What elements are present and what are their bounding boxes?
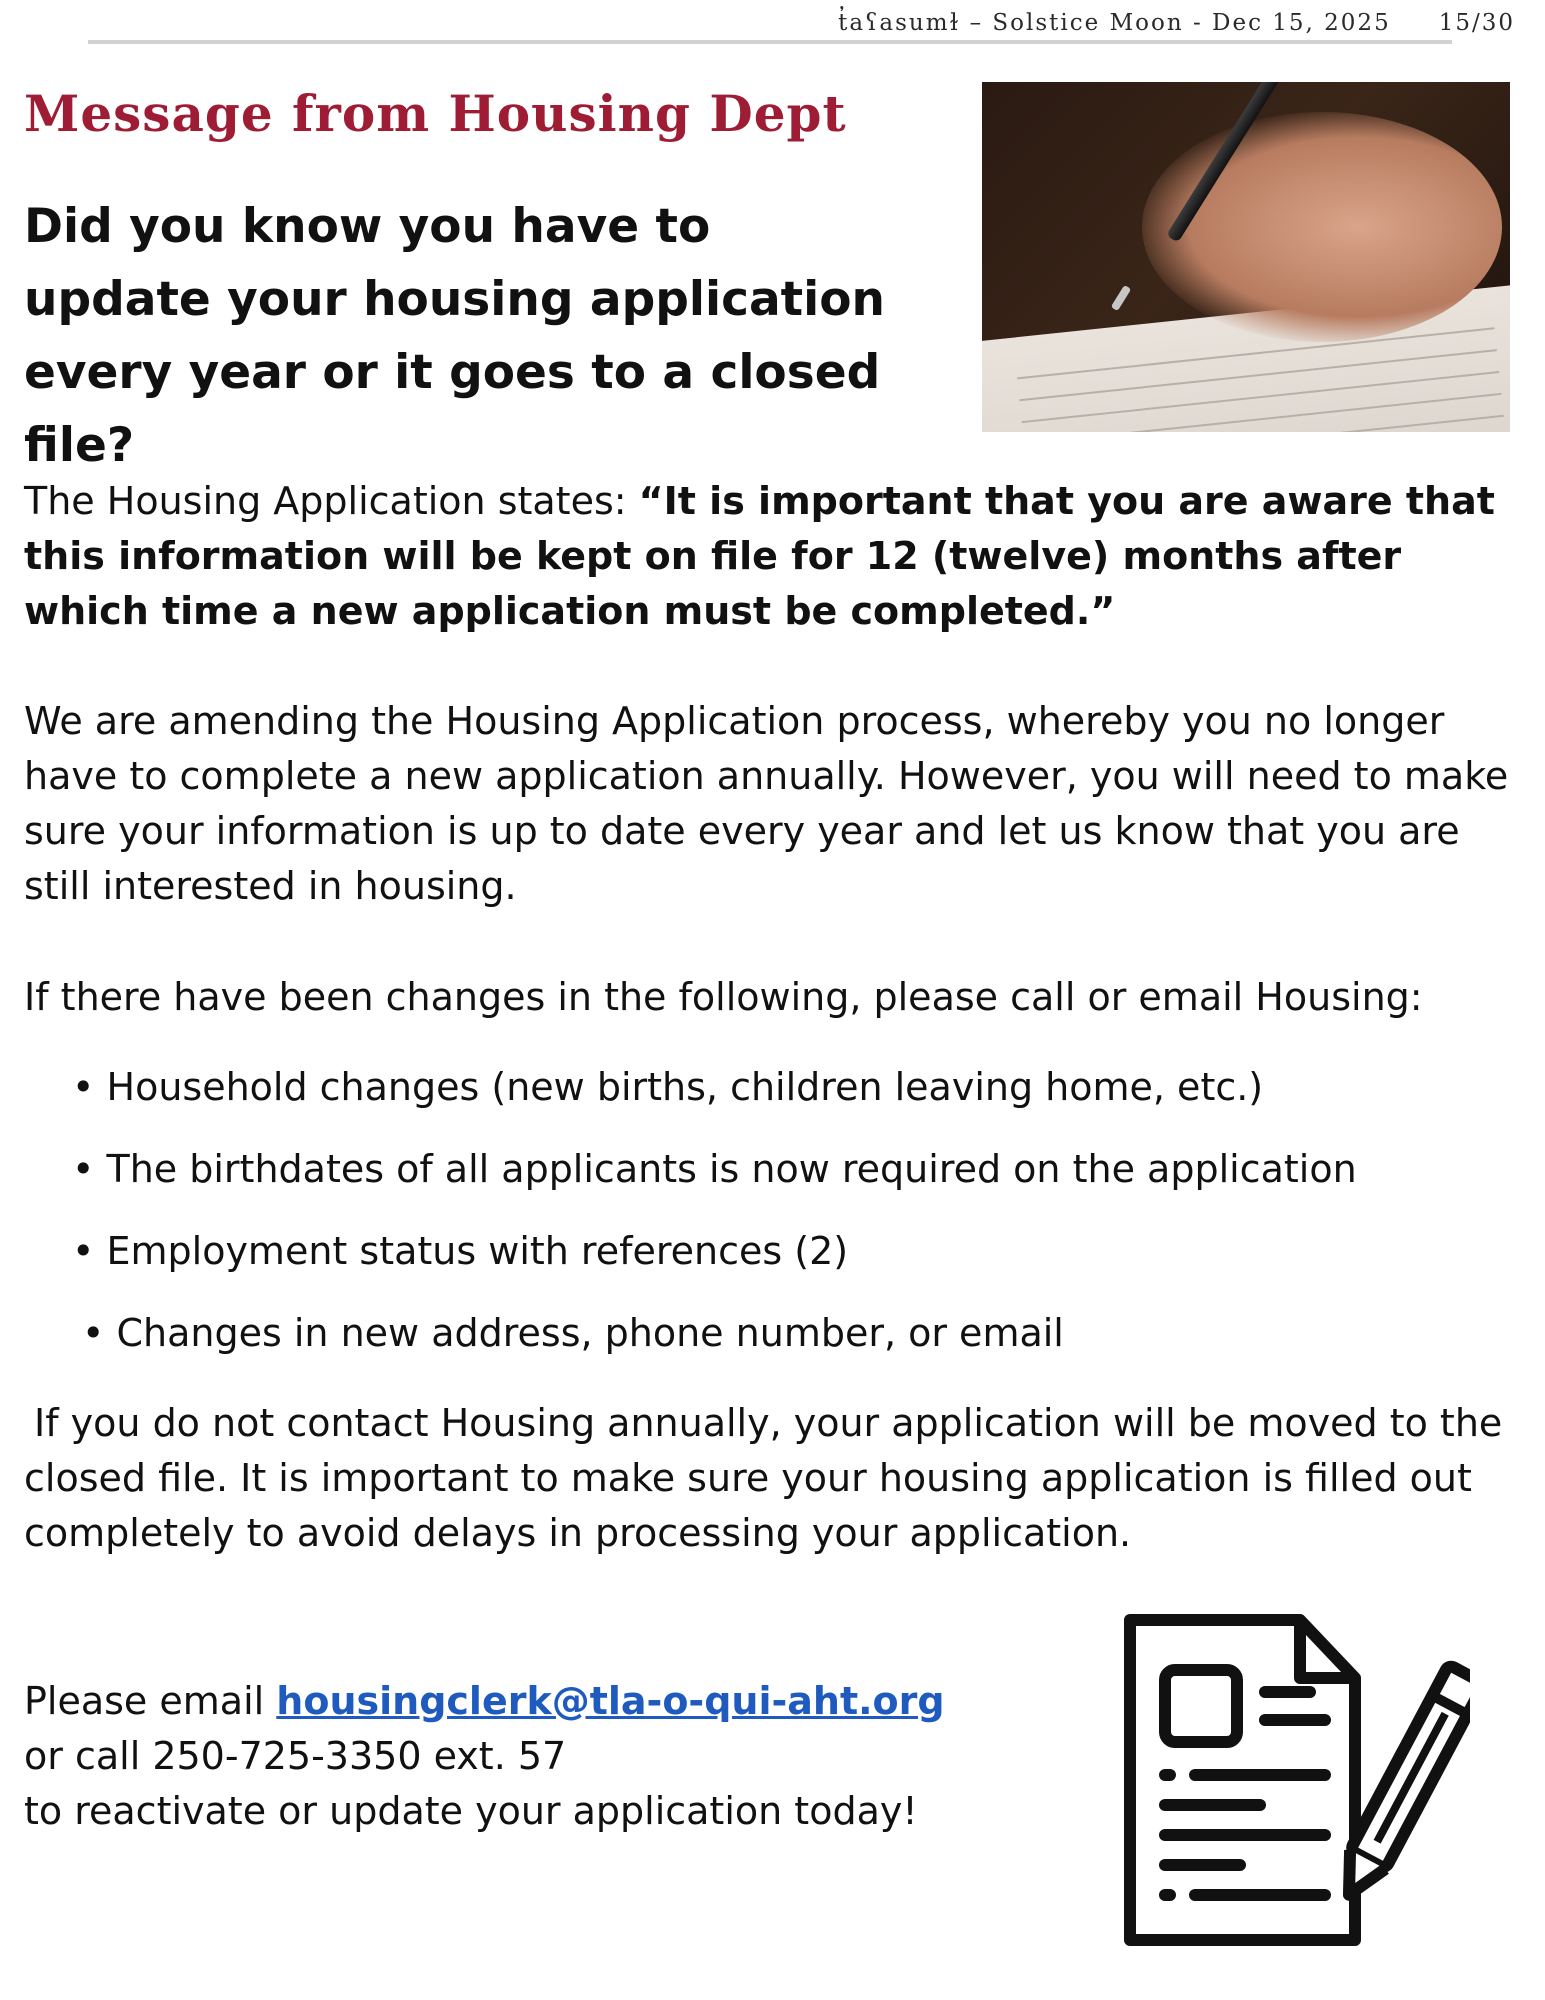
list-item: • Changes in new address, phone number, or email <box>82 1311 1064 1355</box>
email-link[interactable]: housingclerk@tla-o-qui-aht.org <box>276 1679 945 1723</box>
closing-paragraph: If you do not contact Housing annually, your application will be moved to the closed file. It is important to make sure your housing application is filled out completely to avoid delays in processing your application. <box>24 1401 1503 1555</box>
page-number: 15/30 <box>1438 10 1515 36</box>
amend-paragraph: We are amending the Housing Application process, whereby you no longer have to complete a new application annually. However, you will need to make sure your information is up to date every year and let us know that you are still interested in housing. <box>24 699 1509 908</box>
hand-writing-photo <box>982 82 1510 432</box>
department-title: Message from Housing Dept <box>24 84 847 143</box>
list-item: • Household changes (new births, children leaving home, etc.) <box>72 1065 1264 1109</box>
intro-paragraph <box>24 474 1524 639</box>
email-line <box>24 1674 1024 1729</box>
headline: Did you know you have to update your housing application every year or it goes to a closed file? <box>24 199 885 473</box>
phone-line: or call 250-725-3350 ext. 57 <box>24 1734 567 1778</box>
intro-lead: The Housing Application states: <box>24 479 639 523</box>
intro-quote: “It is important that you are aware that this information will be kept on file for 12 (twelve) months after which time a new application must be completed.” <box>24 479 1495 633</box>
call-to-action: to reactivate or update your application today! <box>24 1789 918 1833</box>
changes-intro: If there have been changes in the following, please call or email Housing: <box>24 975 1423 1019</box>
email-lead: Please email <box>24 1679 277 1723</box>
hand <box>1142 112 1502 342</box>
newsletter-title: t̓aʕasumɫ – Solstice Moon - Dec 15, 2025 <box>838 10 1391 36</box>
newsletter-header <box>838 10 1515 36</box>
contact-block <box>24 1674 1024 1839</box>
pen-nib <box>1111 285 1132 311</box>
header-divider <box>88 40 1452 44</box>
list-item: • The birthdates of all applicants is now required on the application <box>72 1147 1357 1191</box>
document-with-pencil-icon <box>1110 1610 1470 1950</box>
list-item: • Employment status with references (2) <box>72 1229 849 1273</box>
